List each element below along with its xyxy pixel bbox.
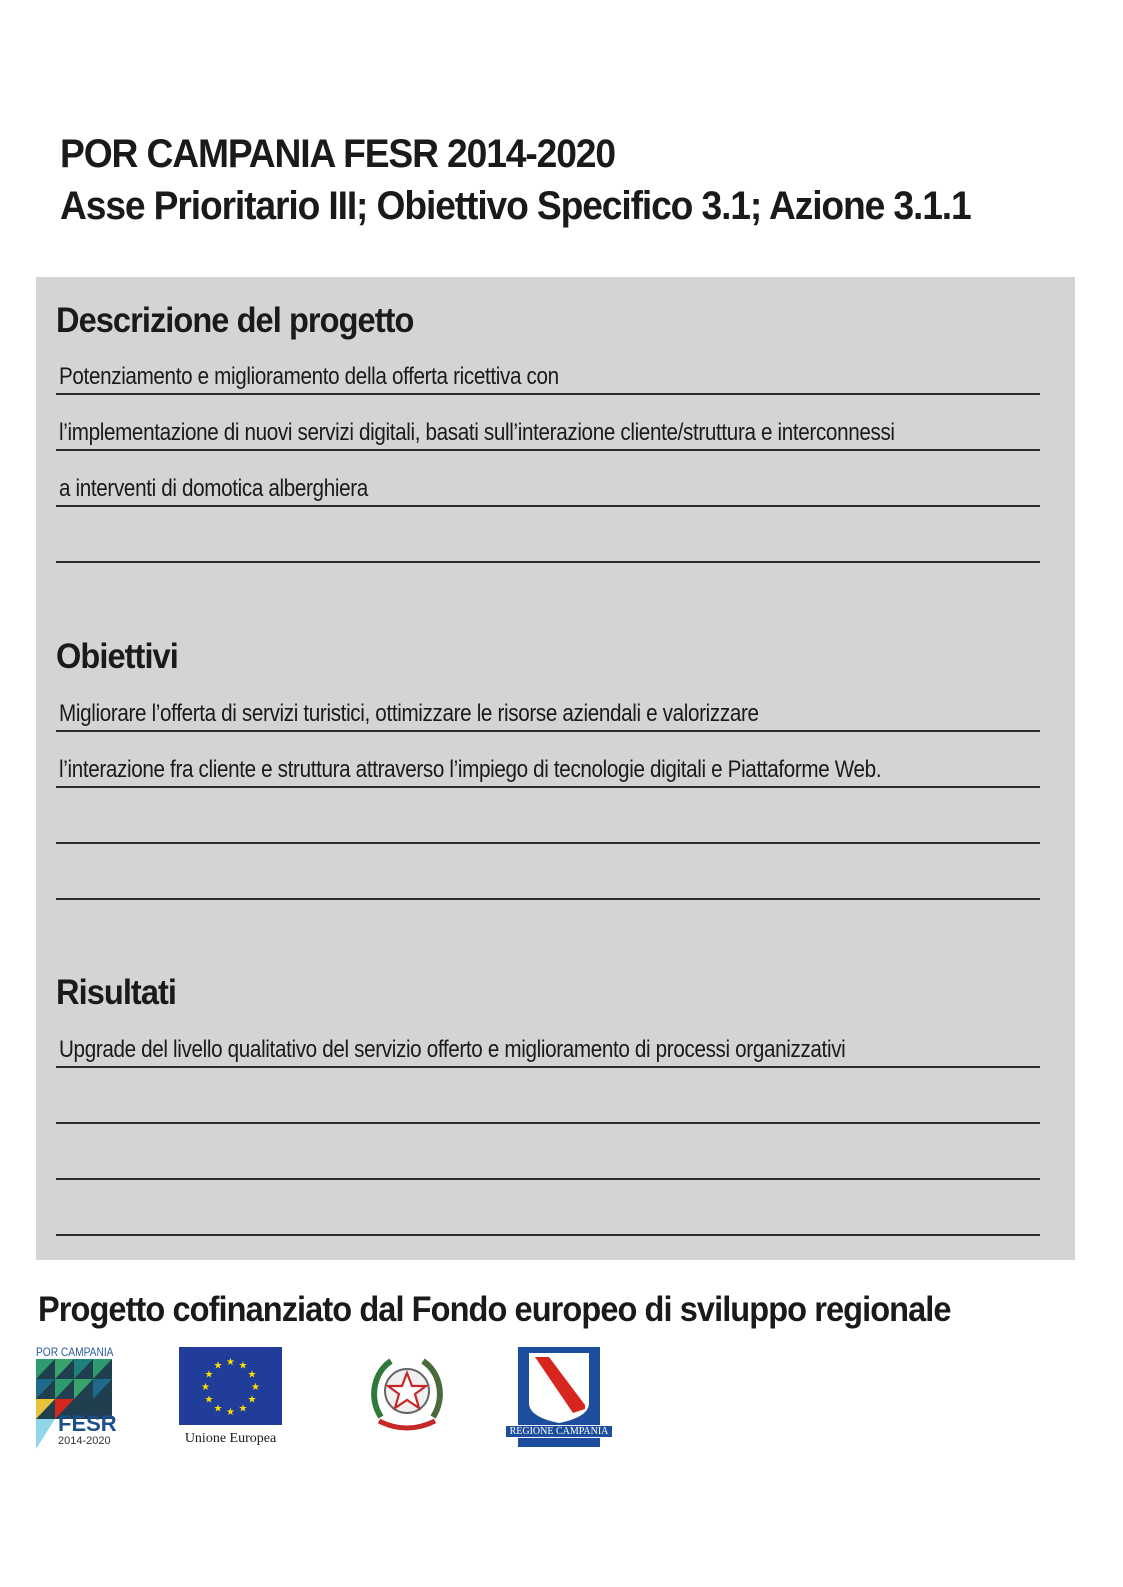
regione-campania-label: REGIONE CAMPANIA bbox=[505, 1425, 613, 1438]
eu-stars-icon bbox=[179, 1347, 282, 1427]
text-line bbox=[56, 1014, 1040, 1068]
header-subtitle: Asse Prioritario III; Obiettivo Specifico 3.1; Azione 3.1.1 bbox=[60, 184, 971, 228]
section-title-obiettivi: Obiettivi bbox=[56, 637, 178, 676]
svg-text:★: ★ bbox=[213, 1403, 223, 1415]
svg-text:★: ★ bbox=[204, 1369, 214, 1381]
por-logo-text: POR CAMPANIA bbox=[36, 1345, 114, 1359]
logo-strip bbox=[36, 1345, 736, 1455]
line-text: l’implementazione di nuovi servizi digitali, basati sull’interazione cliente/struttura e interconnessi bbox=[59, 419, 895, 446]
line-text: Migliorare l’offerta di servizi turistici, ottimizzare le risorse aziendali e valorizzare bbox=[59, 700, 759, 727]
emblem-star-wreath-icon bbox=[369, 1353, 445, 1437]
text-line bbox=[56, 1126, 1040, 1180]
text-line bbox=[56, 790, 1040, 844]
header-title: POR CAMPANIA FESR 2014-2020 bbox=[60, 132, 615, 176]
svg-text:★: ★ bbox=[213, 1360, 223, 1372]
project-info-panel bbox=[36, 277, 1075, 1260]
svg-text:★: ★ bbox=[204, 1394, 214, 1406]
fesr-years: 2014-2020 bbox=[58, 1435, 111, 1447]
fesr-mark: FESR bbox=[58, 1411, 117, 1436]
text-line bbox=[56, 509, 1040, 563]
page-header bbox=[60, 128, 1100, 232]
line-text: a interventi di domotica alberghiera bbox=[59, 475, 368, 502]
por-campania-fesr-logo bbox=[36, 1345, 116, 1453]
text-line bbox=[56, 453, 1040, 507]
svg-text:★: ★ bbox=[251, 1382, 260, 1393]
section-title-risultati: Risultati bbox=[56, 973, 177, 1012]
text-line bbox=[56, 397, 1040, 451]
regione-campania-logo bbox=[505, 1347, 613, 1451]
svg-text:★: ★ bbox=[226, 1357, 235, 1368]
eu-label: Unione Europea bbox=[184, 1431, 277, 1446]
cofinancing-statement: Progetto cofinanziato dal Fondo europeo di sviluppo regionale bbox=[38, 1290, 951, 1329]
line-text: Upgrade del livello qualitativo del servizio offerto e miglioramento di processi organizzativi bbox=[59, 1036, 846, 1063]
section-title-descrizione: Descrizione del progetto bbox=[56, 301, 414, 340]
line-text: l’interazione fra cliente e struttura attraverso l’impiego di tecnologie digitali e Piattaforme Web. bbox=[59, 756, 882, 783]
svg-text:★: ★ bbox=[238, 1360, 248, 1372]
svg-text:★: ★ bbox=[201, 1382, 210, 1393]
text-line bbox=[56, 1070, 1040, 1124]
italian-republic-emblem bbox=[369, 1353, 445, 1443]
svg-text:★: ★ bbox=[238, 1403, 248, 1415]
line-text: Potenziamento e miglioramento della offerta ricettiva con bbox=[59, 363, 559, 390]
text-line bbox=[56, 341, 1040, 395]
text-line bbox=[56, 678, 1040, 732]
eu-flag-logo bbox=[179, 1345, 282, 1453]
svg-text:★: ★ bbox=[247, 1394, 257, 1406]
svg-text:★: ★ bbox=[226, 1407, 235, 1418]
text-line bbox=[56, 1182, 1040, 1236]
text-line bbox=[56, 734, 1040, 788]
svg-text:★: ★ bbox=[247, 1369, 257, 1381]
text-line bbox=[56, 846, 1040, 900]
